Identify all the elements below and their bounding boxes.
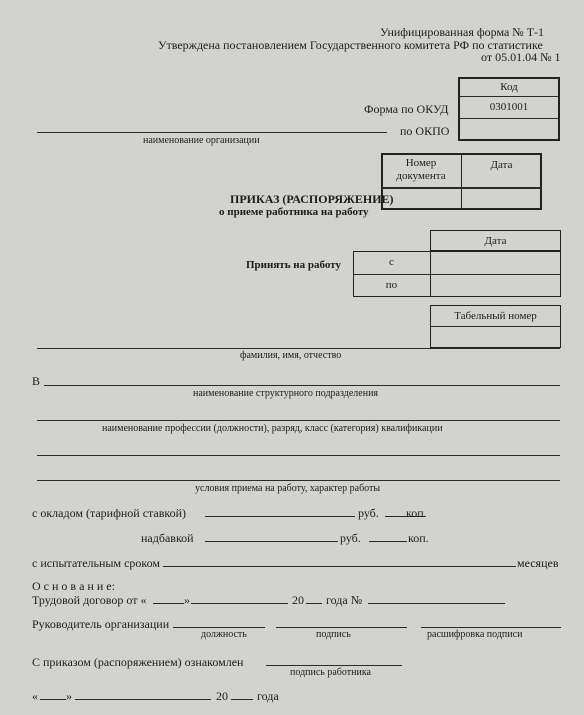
contract-month-line[interactable]	[191, 603, 288, 604]
approval-line: Утверждена постановлением Государственного комитета РФ по статистике	[158, 38, 543, 52]
head-position-line[interactable]	[173, 627, 265, 628]
fio-line[interactable]	[37, 348, 560, 349]
hire-from-date[interactable]	[431, 252, 560, 273]
approval-date: от 05.01.04 № 1	[481, 50, 561, 64]
oklad-label: с окладом (тарифной ставкой)	[32, 506, 187, 520]
signature-caption: подпись	[316, 629, 351, 640]
okud-label: Форма по ОКУД	[364, 102, 449, 116]
worker-signature-caption: подпись работника	[290, 667, 371, 678]
conditions-caption: условия приема на работу, характер работы	[195, 483, 381, 494]
hire-to-label: по	[385, 279, 398, 291]
profession-caption: наименование профессии (должности), разряд, класс (категория) квалификации	[102, 423, 443, 434]
trial-line[interactable]	[163, 566, 516, 567]
docdate-header: Дата	[490, 159, 513, 171]
date-year-line[interactable]	[231, 699, 253, 700]
fio-caption: фамилия, имя, отчество	[240, 350, 342, 361]
date-day-line[interactable]	[40, 699, 66, 700]
division-caption: наименование структурного подразделения	[193, 388, 379, 399]
organization-line[interactable]	[37, 132, 387, 133]
docdate-value-cell[interactable]	[462, 189, 541, 209]
acquainted-label: С приказом (распоряжением) ознакомлен	[32, 655, 244, 669]
oklad-rub-line[interactable]	[205, 516, 355, 517]
contract-year-suffix: года №	[326, 593, 363, 607]
head-label: Руководитель организации	[32, 617, 170, 631]
trial-months: месяцев	[517, 556, 559, 570]
v-label: В	[32, 374, 41, 388]
hire-from-label: с	[389, 256, 394, 268]
nadbavka-kop-line[interactable]	[369, 541, 407, 542]
profession-line[interactable]	[37, 420, 560, 421]
date-year-prefix: 20	[216, 689, 228, 703]
nadbavka-rub: руб.	[340, 531, 361, 545]
position-caption: должность	[201, 629, 247, 640]
code-header: Код	[500, 81, 518, 93]
date-quote-open: «	[32, 689, 38, 703]
contract-year-prefix: 20	[292, 593, 304, 607]
hire-label: Принять на работу	[246, 259, 341, 271]
conditions-line-1[interactable]	[37, 455, 560, 456]
contract-day-line[interactable]	[153, 603, 184, 604]
decoding-caption: расшифровка подписи	[427, 629, 523, 640]
okud-code: 0301001	[489, 101, 529, 113]
nadbavka-label: надбавкой	[141, 531, 194, 545]
nadbavka-rub-line[interactable]	[205, 541, 338, 542]
division-line[interactable]	[44, 385, 560, 386]
head-signature-line[interactable]	[276, 627, 407, 628]
tabel-header: Табельный номер	[454, 310, 537, 322]
trial-label: с испытательным сроком	[32, 556, 160, 570]
date-quote-close: »	[66, 689, 72, 703]
tabel-number-value[interactable]	[431, 327, 560, 347]
form-name: Унифицированная форма № Т-1	[380, 25, 545, 39]
date-month-line[interactable]	[75, 699, 211, 700]
conditions-line-2[interactable]	[37, 480, 560, 481]
hire-to-date[interactable]	[431, 275, 560, 296]
contract-year-line[interactable]	[306, 603, 322, 604]
nadbavka-kop: коп.	[408, 531, 429, 545]
contract-number-line[interactable]	[368, 603, 505, 604]
contract-label: Трудовой договор от «	[32, 593, 147, 607]
head-decoding-line[interactable]	[421, 627, 561, 628]
oklad-rub: руб.	[358, 506, 379, 520]
organization-caption: наименование организации	[143, 135, 260, 146]
worker-signature-line[interactable]	[266, 665, 402, 666]
oklad-kop: коп.	[406, 506, 427, 520]
order-subtitle: о приеме работника на работу	[219, 206, 369, 218]
docnum-header: Номер документа	[396, 157, 446, 182]
hire-date-header: Дата	[484, 235, 507, 247]
okpo-label: по ОКПО	[400, 124, 450, 138]
order-title: ПРИКАЗ (РАСПОРЯЖЕНИЕ)	[230, 192, 394, 206]
date-year-suffix: года	[257, 689, 279, 703]
basis-label: О с н о в а н и е:	[32, 579, 115, 593]
contract-quote-close: »	[184, 593, 190, 607]
